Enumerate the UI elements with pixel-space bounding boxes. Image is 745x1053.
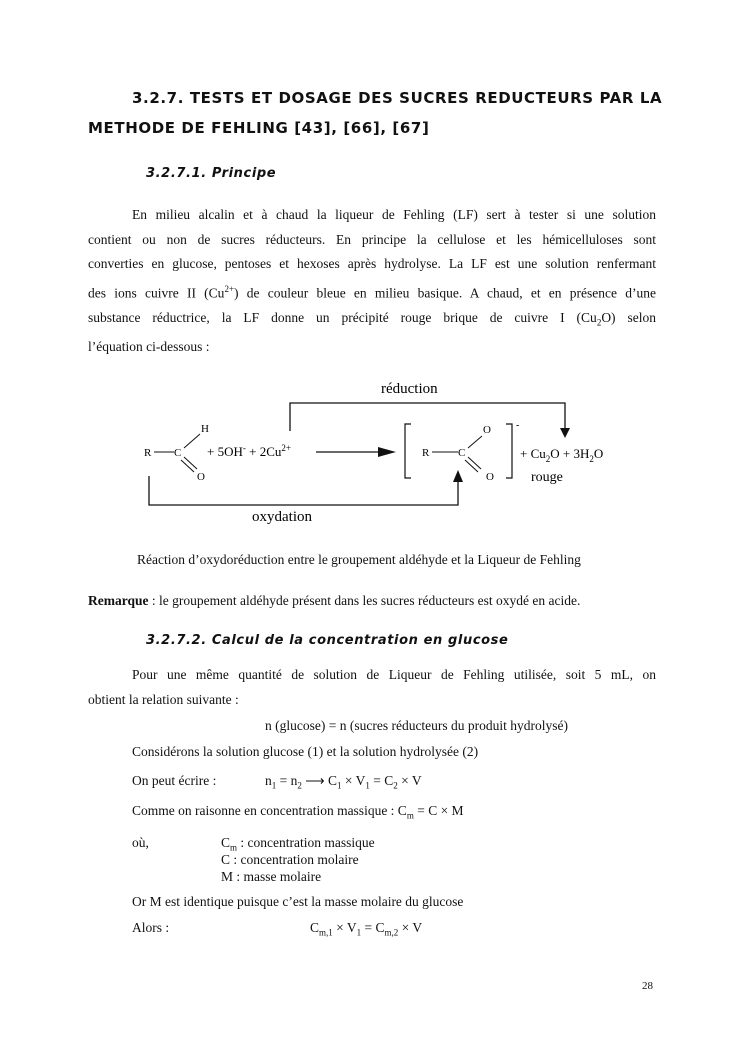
paragraph-line: En milieu alcalin et à chaud la liqueur de Fehling (LF) sert à tester si une solution (132, 207, 656, 222)
text: ) de couleur bleue en milieu basique. A chaud, et en présence d’une (234, 285, 656, 300)
page-number: 28 (642, 980, 653, 992)
products-text (520, 446, 603, 464)
bracket-charge: - (516, 420, 520, 431)
text: × V (398, 920, 423, 935)
paragraph-line: obtient la relation suivante : (88, 691, 239, 707)
paragraph-line (88, 277, 656, 306)
paragraph-line: contient ou non de sucres réducteurs. En principe la cellulose et les hémicelluloses sont (88, 231, 656, 247)
definition-cm (221, 835, 375, 853)
subscript: 1 (271, 780, 277, 791)
paragraph-line: Pour une même quantité de solution de Liqueur de Fehling utilisée, soit 5 mL, on (132, 667, 656, 682)
text: × V (397, 773, 422, 788)
text: = n (276, 773, 298, 788)
atom-r-left: R (144, 447, 152, 459)
bond (468, 436, 482, 448)
remarque-paragraph (88, 593, 580, 609)
superscript: 2+ (224, 283, 235, 294)
text: substance réductrice, la LF donne un précipité rouge brique de cuivre I (Cu (88, 309, 597, 325)
comme-line (132, 803, 464, 821)
atom-r-right: R (422, 447, 430, 459)
text: + Cu (520, 446, 546, 461)
text: des ions cuivre II (Cu (88, 285, 225, 300)
bond (181, 460, 194, 472)
reagents-text (207, 443, 291, 459)
redox-reaction-diagram (130, 372, 640, 532)
remarque-text: : le groupement aldéhyde présent dans les sucres réducteurs est oxydé en acide. (148, 593, 581, 608)
bond (184, 434, 200, 448)
reduction-label: réduction (381, 381, 438, 397)
subscript: 2 (297, 780, 302, 791)
reduction-arrowhead (560, 428, 570, 438)
definition-m: M : masse molaire (221, 869, 322, 884)
text: = C × M (413, 803, 464, 818)
atom-h-left: H (201, 423, 209, 435)
subscript: 2 (393, 780, 398, 791)
paragraph-line (88, 306, 656, 335)
oxydation-label: oxydation (252, 509, 312, 525)
bond (468, 457, 481, 469)
superscript: - (242, 443, 246, 453)
reaction-arrowhead (378, 447, 396, 457)
figure-caption: Réaction d’oxydoréduction entre le groupement aldéhyde et la Liqueur de Fehling (137, 552, 581, 567)
subscript: 2 (589, 454, 594, 464)
atom-o-left: O (197, 471, 205, 483)
section-heading-line1: 3.2.7. TESTS ET DOSAGE DES SUCRES REDUCTEURS PAR LA (132, 89, 663, 107)
equation-n (265, 773, 422, 791)
text: C (221, 835, 231, 850)
text: × V (341, 773, 366, 788)
subscript: 1 (365, 780, 370, 791)
text: + 2Cu (245, 444, 282, 459)
final-equation (310, 920, 422, 938)
subscript: 2 (545, 454, 551, 464)
superscript: 2+ (281, 443, 291, 453)
left-square-bracket (405, 424, 411, 478)
remarque-label: Remarque (88, 593, 149, 608)
paragraph-line: l’équation ci-dessous : (88, 338, 210, 354)
calcul-paragraph (88, 663, 656, 712)
right-square-bracket (506, 424, 512, 478)
text: n (265, 773, 272, 788)
or-m-line: Or M est identique puisque c’est la masse molaire du glucose (132, 894, 464, 909)
definition-c: C : concentration molaire (221, 852, 359, 867)
oxydation-arrowhead (453, 470, 463, 482)
text: O + 3H (550, 446, 590, 461)
bond (184, 457, 197, 469)
text: = C (361, 920, 385, 935)
text: O (593, 446, 604, 461)
oxydation-bracket (149, 476, 458, 505)
bond (465, 460, 478, 472)
relation-line: n (glucose) = n (sucres réducteurs du produit hydrolysé) (265, 718, 569, 733)
subsection-title-calcul: 3.2.7.2. Calcul de la concentration en glucose (146, 633, 509, 648)
reduction-bracket (290, 403, 565, 435)
on-peut-label: On peut écrire : (132, 773, 217, 788)
text: O) selon (601, 309, 656, 325)
subscript: 1 (356, 927, 362, 938)
subscript: m (230, 842, 238, 853)
text: C (310, 920, 320, 935)
text: + 5OH (207, 444, 243, 459)
paragraph-line: converties en glucose, pentoses et hexoses après hydrolyse. La LF est une solution renfermant (88, 256, 656, 271)
atom-c-right: C (458, 447, 466, 459)
subsection-title-principe: 3.2.7.1. Principe (146, 166, 277, 181)
text: ⟶ C (301, 773, 337, 788)
subscript: 2 (596, 317, 602, 328)
rouge-label: rouge (531, 470, 563, 485)
alors-label: Alors : (132, 920, 170, 935)
text: × V (332, 920, 357, 935)
atom-o-bottom: O (486, 471, 494, 483)
principe-paragraph (88, 203, 656, 359)
text: : concentration massique (237, 835, 375, 850)
subscript: m,1 (319, 927, 333, 938)
ou-label: où, (132, 835, 149, 850)
text: = C (369, 773, 394, 788)
atom-c-left: C (174, 447, 182, 459)
subscript: m (406, 810, 414, 821)
subscript: 1 (336, 780, 342, 791)
atom-o-top: O (483, 424, 491, 436)
section-heading-line2: METHODE DE FEHLING [43], [66], [67] (88, 119, 430, 137)
text: Comme on raisonne en concentration massique : C (132, 803, 407, 818)
subscript: m,2 (384, 927, 399, 938)
considerons-line: Considérons la solution glucose (1) et la solution hydrolysée (2) (132, 744, 479, 759)
